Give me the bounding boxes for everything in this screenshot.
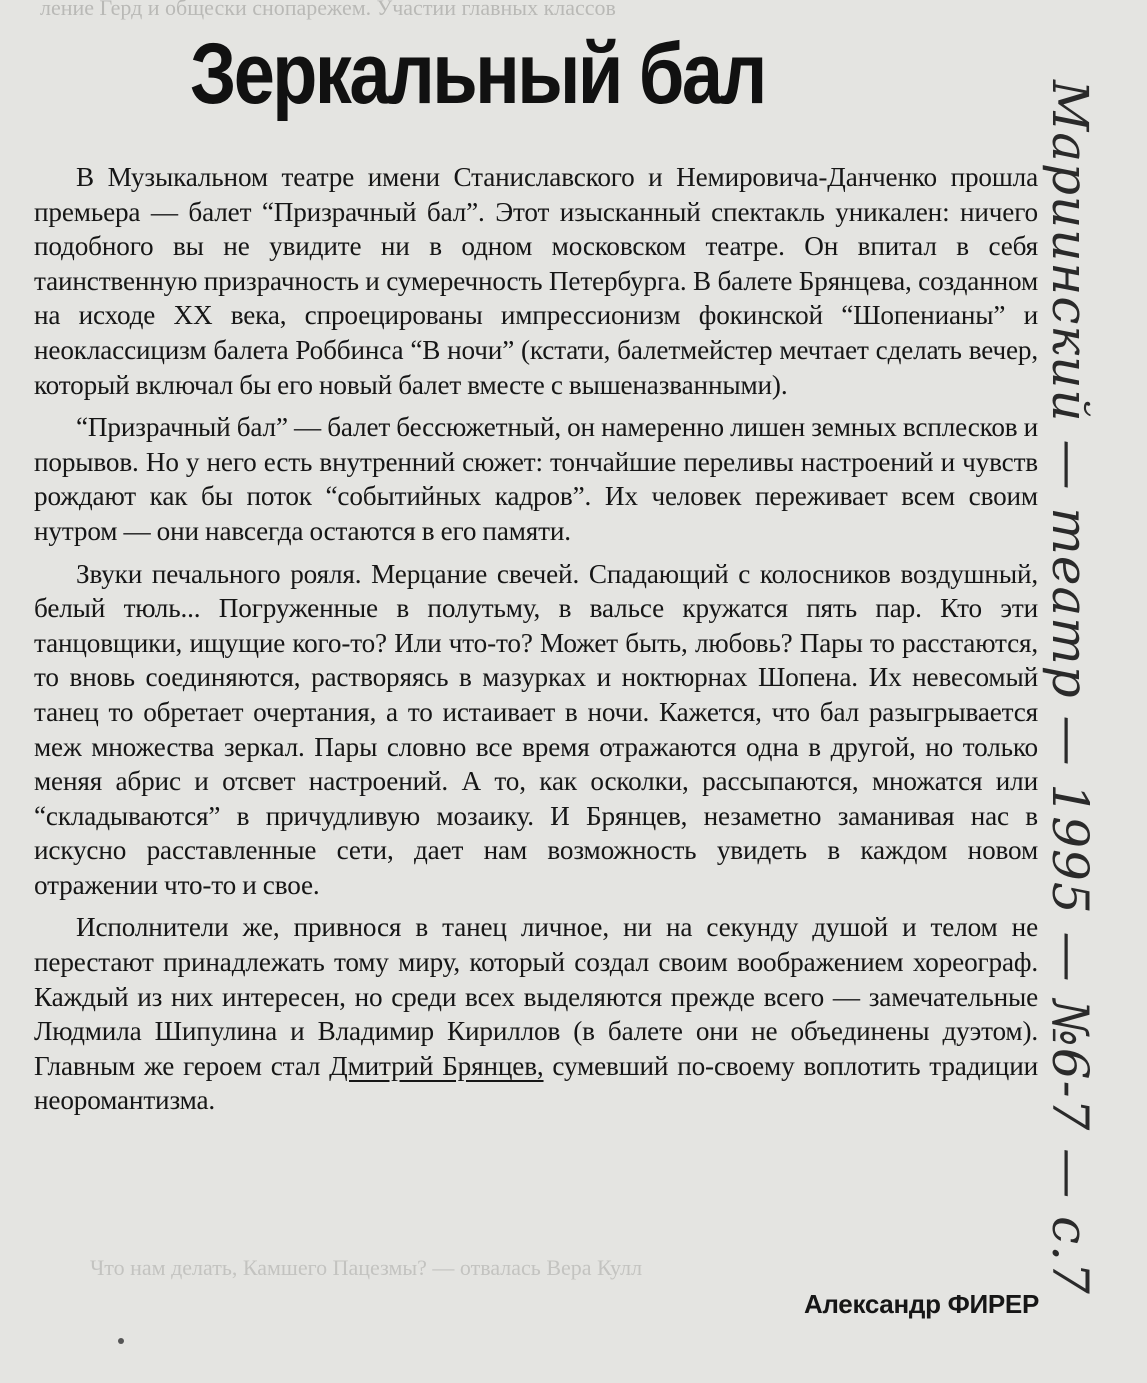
paragraph-2: “Призрачный бал” — балет бессюжетный, он намеренно лишен земных всплесков и порывов. Но у него есть внутренний сюжет: тончайшие переливы настроений и чувств рождают как бы поток “событийных кадров”. Их человек переживает всем своим нутром — они навсегда остаются в его памяти. <box>34 412 1039 546</box>
article-title: Зеркальный бал <box>190 26 765 122</box>
ink-speck <box>118 1338 124 1344</box>
underlined-name: Дмитрий Брянцев, <box>329 1050 544 1081</box>
bleed-through-text-top: ление Герд и общески снопарежем. Участии главных классов <box>40 0 616 20</box>
paragraph-4-end: сумевший по-своему воплотить традиции неоромантизма. <box>34 1050 1038 1116</box>
article-body <box>34 160 1038 1118</box>
paragraph-4 <box>34 910 1038 1118</box>
author-byline: Александр ФИРЕР <box>803 1289 1039 1319</box>
paragraph-4-start: Исполнители же, привнося в танец личное, ни на секунду душой и телом не перестают принадлежать тому миру, который создал своим воображением хореограф. Каждый из них интересен, но среди всех выделяются прежде всего — замечательные Людмила Шипулина и Владимир Кириллов (в балете они не объединены дуэтом). Главным же героем стал <box>34 912 1038 1081</box>
paragraph-1: В Музыкальном театре имени Станиславского и Немировича-Данченко прошла премьера — балет “Призрачный бал”. Этот изысканный спектакль уникален: ничего подобного вы не увидите ни в одном московском театре. Он впитал в себя таинственную призрачность и сумеречность Петербурга. В балете Брянцева, созданном на исходе XX века, спроецированы импрессионизм фокинской “Шопенианы” и неоклассицизм балета Роббинса “В ночи” (кстати, балетмейстер мечтает сделать вечер, который включал бы его новый балет вместе с вышеназванными). <box>34 162 1038 400</box>
handwritten-source-note: Мариинский — театр — 1995 — №6-7 — с.7 <box>1041 80 1099 1295</box>
paragraph-3: Звуки печального рояля. Мерцание свечей. Спадающий с колосников воздушный, белый тюль... Погруженные в полутьму, в вальсе кружатся пять пар. Кто эти танцовщики, ищущие кого-то? Или что-то? Может быть, любовь? Пары то расстаются, то вновь соединяются, растворяясь в мазурках и ноктюрнах Шопена. Их невесомый танец то обретает очертания, а то истаивает в ночи. Кажется, что бал разыгрывается меж множества зеркал. Пары словно все время отражаются одна в другой, но только меняя абрис и отсвет настроений. А то, как осколки, рассыпаются, множатся или “складываются” в причудливую мозаику. И Брянцев, незаметно заманивая нас в искусно расставленные сети, дает нам возможность увидеть в каждом новом отражении что-то и свое. <box>34 558 1038 900</box>
bleed-through-text-bottom: Что нам делать, Камшего Пацезмы? — отвалась Вера Кулл <box>90 1255 643 1280</box>
